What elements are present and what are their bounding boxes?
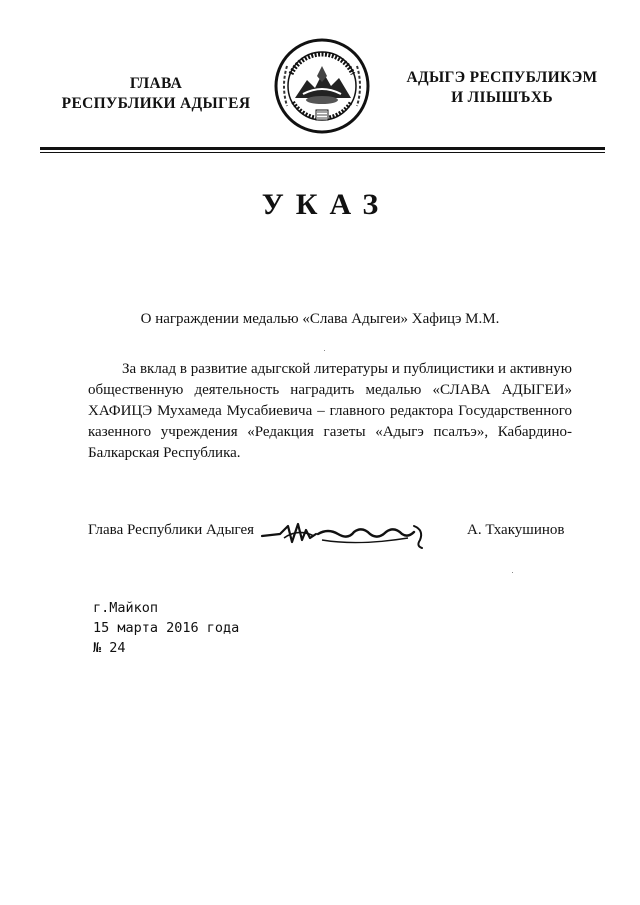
header-left [40,74,272,114]
body-paragraph: За вклад в развитие адыгской литературы и публицистики и активную общественную деятельность наградить медалью «СЛАВА АДЫГЕИ» ХАФИЦЭ Мухамеда Мусабиевича – главного редактора Государственного казенного учреждения «Редакция газеты «Адыгэ псалъэ», Кабардино-Балкарская Республика. [88,361,572,461]
header-right-line2: И ЛIЫШЪХЬ [451,89,553,106]
signatory-name: А. Тхакушинов [467,522,565,538]
meta-city: г.Майкоп [93,600,159,616]
document-subject: О награждении медалью «Слава Адыгеи» Хафицэ М.М. [140,311,500,327]
document-body [88,359,572,464]
meta-date: 15 марта 2016 года [93,620,240,636]
header-left-line2: РЕСПУБЛИКИ АДЫГЕЯ [61,95,251,112]
meta-number: № 24 [93,640,126,656]
document-title: УКАЗ [261,188,391,221]
header-left-line1: ГЛАВА [129,75,183,92]
header-right-line1: АДЫГЭ РЕСПУБЛИКЭМ [406,69,598,86]
header-right [384,68,620,108]
document-meta [93,598,239,658]
handwritten-signature [258,516,430,550]
scan-speck [512,572,513,573]
header-divider-thick [40,147,605,150]
header-divider-thin [40,152,605,153]
signatory-position: Глава Республики Адыгея [88,522,255,538]
coat-of-arms-icon [273,36,371,136]
scan-speck [324,350,325,351]
